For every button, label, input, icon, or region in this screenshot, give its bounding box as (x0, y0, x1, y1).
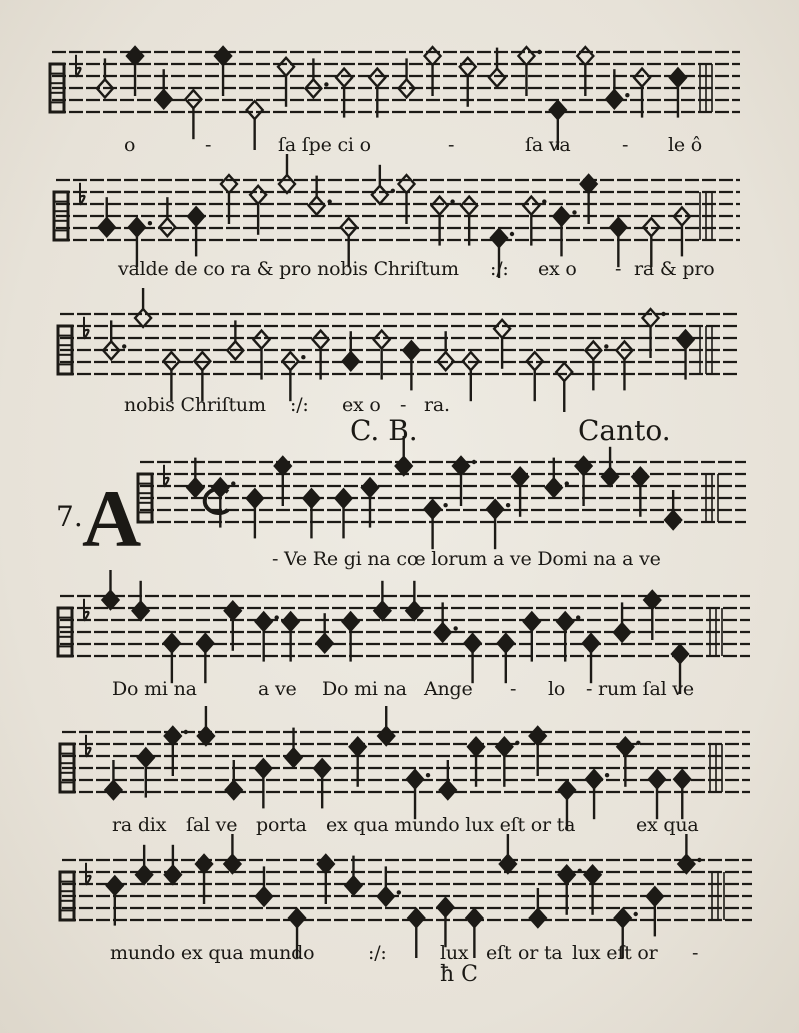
note-head (559, 781, 575, 799)
note-head (437, 898, 453, 916)
note-head (99, 218, 115, 236)
lyric-syllable: :/: (490, 258, 509, 280)
note-head (254, 331, 270, 349)
note-head (107, 877, 123, 895)
note-head (586, 770, 602, 788)
note-head (403, 341, 419, 359)
note-head (164, 634, 180, 652)
lyric-syllable: - Ve Re gi na cœ lorum a ve Domi na a ve (272, 548, 661, 570)
note-head (336, 489, 352, 507)
lyric-syllable: le ô (668, 134, 702, 156)
lyric-syllable: ſa ſpe ci o (278, 134, 371, 156)
note-head (678, 855, 694, 873)
note-head (678, 331, 694, 349)
note-head (374, 331, 390, 349)
lyric-syllable: - (692, 942, 699, 964)
note-head (350, 738, 366, 756)
note-head (496, 738, 512, 756)
note-head (318, 855, 334, 873)
note-head (606, 90, 622, 108)
note-head (188, 207, 204, 225)
lyric-syllable: porta (256, 814, 307, 836)
note-head (407, 770, 423, 788)
note-head (313, 331, 329, 349)
note-head (489, 69, 505, 87)
note-head (197, 634, 213, 652)
note-head (309, 197, 325, 215)
note-head (647, 887, 663, 905)
note-head (133, 602, 149, 620)
note-head (665, 511, 681, 529)
lyric-syllable: :/: (368, 942, 387, 964)
note-head (343, 613, 359, 631)
lyric-syllable: ex qua (636, 814, 699, 836)
note-head (136, 866, 152, 884)
piece-number: 7. (56, 500, 83, 533)
staff-system (50, 47, 740, 150)
note-head (610, 218, 626, 236)
lyric-syllable: a ve (258, 678, 297, 700)
note-head (102, 591, 118, 609)
note-head (577, 47, 593, 65)
note-head (314, 759, 330, 777)
lyric-syllable: mundo ex qua mundo (110, 942, 315, 964)
note-head (674, 770, 690, 788)
lyric-syllable: lo (548, 678, 566, 700)
note-head (553, 207, 569, 225)
note-head (215, 47, 231, 65)
lyric-syllable: Ange (424, 678, 473, 700)
lyric-syllable: nobis Chriſtum (124, 394, 266, 416)
note-head (498, 634, 514, 652)
note-head (279, 175, 295, 193)
note-head (487, 500, 503, 518)
note-head (530, 909, 546, 927)
note-head (398, 175, 414, 193)
lyric-syllable: ex qua mundo lux eſt or ta (326, 814, 576, 836)
note-head (255, 759, 271, 777)
note-head (518, 47, 534, 65)
note-head (256, 613, 272, 631)
note-head (396, 457, 412, 475)
note-head (336, 69, 352, 87)
note-head (247, 101, 263, 119)
note-head (156, 90, 172, 108)
note-head (649, 770, 665, 788)
note-head (317, 634, 333, 652)
note-head (198, 727, 214, 745)
note-head (461, 197, 477, 215)
note-head (289, 909, 305, 927)
lyric-syllable: lux eſt or (572, 942, 658, 964)
note-head (303, 489, 319, 507)
lyric-syllable: - (400, 394, 407, 416)
lyric-syllable: eſt (486, 942, 512, 964)
note-head (581, 175, 597, 193)
note-head (278, 58, 294, 76)
lyric-syllable: lux (440, 942, 469, 964)
lyric-syllable: ex o (342, 394, 381, 416)
note-head (632, 468, 648, 486)
note-head (275, 457, 291, 475)
note-head (286, 749, 302, 767)
lyric-syllable: ex o (538, 258, 577, 280)
note-head (672, 645, 688, 663)
note-head (643, 309, 659, 327)
note-head (550, 101, 566, 119)
note-head (530, 727, 546, 745)
note-head (557, 613, 573, 631)
note-head (440, 781, 456, 799)
note-head (556, 363, 572, 381)
voice-name-heading: Canto. (578, 414, 671, 447)
note-head (250, 186, 266, 204)
note-head (105, 781, 121, 799)
note-head (408, 909, 424, 927)
staff-system (60, 834, 752, 958)
staff-system (60, 706, 750, 830)
note-head (512, 468, 528, 486)
note-head (221, 175, 237, 193)
note-head (187, 479, 203, 497)
note-head (432, 197, 448, 215)
note-head (523, 197, 539, 215)
note-head (138, 749, 154, 767)
note-head (634, 69, 650, 87)
note-head (466, 909, 482, 927)
note-head (226, 781, 242, 799)
lyric-syllable: - (448, 134, 455, 156)
note-head (615, 909, 631, 927)
lyric-syllable: ra dix (112, 814, 167, 836)
note-head (576, 457, 592, 475)
note-head (345, 877, 361, 895)
note-head (435, 623, 451, 641)
note-head (465, 634, 481, 652)
note-head (196, 855, 212, 873)
staff-system (58, 570, 750, 694)
voice-code-heading: C. B. (350, 414, 418, 447)
note-head (224, 855, 240, 873)
lyric-syllable: - (622, 134, 629, 156)
note-head (425, 500, 441, 518)
decorated-initial: A (82, 473, 142, 564)
note-head (583, 634, 599, 652)
note-head (406, 602, 422, 620)
lyric-syllable: :/: (290, 394, 309, 416)
lyric-syllable: o (124, 134, 136, 156)
lyric-syllable: - (615, 258, 622, 280)
note-head (644, 591, 660, 609)
note-head (602, 468, 618, 486)
note-head (165, 866, 181, 884)
lyric-syllable: Do mi na (322, 678, 407, 700)
note-head (585, 866, 601, 884)
note-head (460, 58, 476, 76)
note-head (135, 309, 151, 327)
note-head (247, 489, 263, 507)
note-head (378, 727, 394, 745)
lyric-syllable: - rum ſal ve (586, 678, 694, 700)
note-head (468, 738, 484, 756)
note-head (617, 738, 633, 756)
lyric-syllable: - (205, 134, 212, 156)
note-head (491, 229, 507, 247)
lyric-syllable: ra. (424, 394, 450, 416)
lyric-syllable: Do mi na (112, 678, 197, 700)
note-head (670, 69, 686, 87)
catchword: ħ C (440, 962, 478, 987)
note-head (546, 479, 562, 497)
lyric-syllable: ſa va (525, 134, 571, 156)
lyric-syllable: valde de co ra & pro nobis Chriſtum (118, 258, 459, 280)
note-head (374, 602, 390, 620)
lyric-syllable: ra & pro (634, 258, 715, 280)
note-head (494, 320, 510, 338)
note-head (372, 186, 388, 204)
lyric-syllable: - (510, 678, 517, 700)
note-head (225, 602, 241, 620)
lyric-syllable: or ta (518, 942, 563, 964)
note-head (127, 47, 143, 65)
note-head (129, 218, 145, 236)
staff-system (138, 436, 746, 549)
note-head (343, 352, 359, 370)
note-head (453, 457, 469, 475)
note-head (614, 623, 630, 641)
note-head (362, 479, 378, 497)
lyric-syllable: ſal ve (186, 814, 238, 836)
note-head (559, 866, 575, 884)
note-head (369, 69, 385, 87)
note-head (378, 887, 394, 905)
note-head (425, 47, 441, 65)
note-head (524, 613, 540, 631)
note-head (256, 887, 272, 905)
note-head (283, 613, 299, 631)
note-head (165, 727, 181, 745)
note-head (500, 855, 516, 873)
